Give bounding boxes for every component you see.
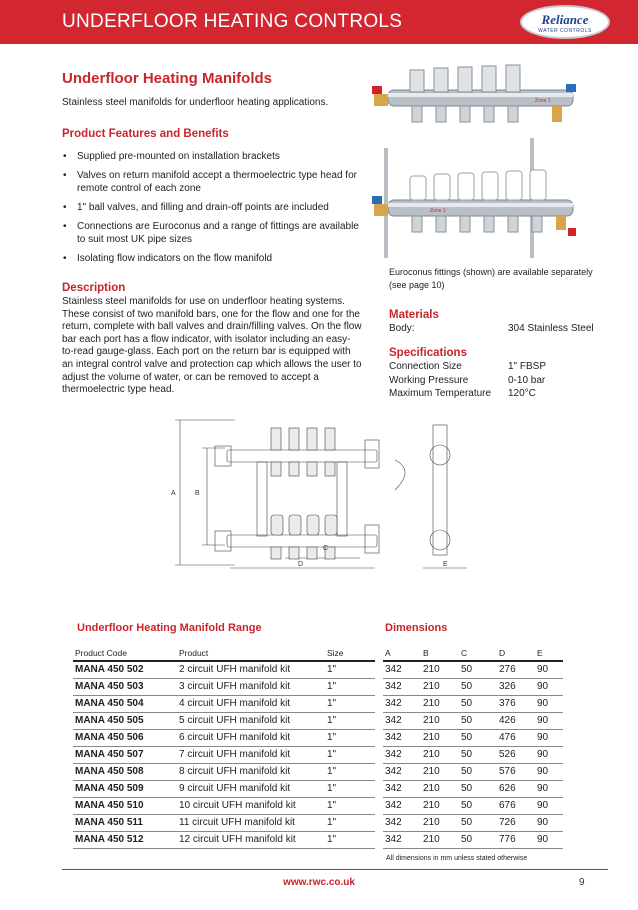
dimension-label-a: A: [171, 490, 176, 497]
dim-b: 210: [421, 831, 459, 848]
dim-b: 210: [421, 763, 459, 780]
column-header-code: Product Code: [73, 646, 177, 661]
product-name: 2 circuit UFH manifold kit: [177, 661, 325, 678]
photo-label-top: Zone 1: [535, 98, 551, 104]
dim-e: 90: [535, 746, 563, 763]
features-list: [62, 150, 362, 271]
table-row: [383, 695, 563, 712]
spec-value: 1" FBSP: [508, 361, 547, 372]
table-row: [73, 678, 375, 695]
dim-b: 210: [421, 661, 459, 678]
dim-c: 50: [459, 780, 497, 797]
dim-c: 50: [459, 797, 497, 814]
product-name: 6 circuit UFH manifold kit: [177, 729, 325, 746]
dim-a: 342: [383, 729, 421, 746]
column-header-d: D: [497, 646, 535, 661]
table-row: [383, 746, 563, 763]
dim-e: 90: [535, 678, 563, 695]
product-size: 1": [325, 780, 375, 797]
table-row: [73, 695, 375, 712]
dim-e: 90: [535, 831, 563, 848]
dimensions-heading: Dimensions: [385, 622, 448, 634]
dim-a: 342: [383, 678, 421, 695]
dimensions-note: All dimensions in mm unless stated otherwise: [386, 855, 528, 862]
dim-e: 90: [535, 763, 563, 780]
product-size: 1": [325, 729, 375, 746]
product-range-table: [73, 646, 375, 849]
column-header-size: Size: [325, 646, 375, 661]
product-name: 12 circuit UFH manifold kit: [177, 831, 325, 848]
dim-a: 342: [383, 763, 421, 780]
dim-a: 342: [383, 780, 421, 797]
table-row: [383, 712, 563, 729]
dim-c: 50: [459, 678, 497, 695]
dim-e: 90: [535, 661, 563, 678]
product-code: MANA 450 511: [73, 814, 177, 831]
feature-item: • Isolating flow indicators on the flow manifold: [62, 252, 362, 265]
photo-label-bottom: Zone 1: [430, 208, 446, 214]
product-size: 1": [325, 678, 375, 695]
dimension-diagram: [165, 410, 475, 570]
column-header-b: B: [421, 646, 459, 661]
product-code: MANA 450 509: [73, 780, 177, 797]
dim-e: 90: [535, 729, 563, 746]
dim-c: 50: [459, 695, 497, 712]
feature-item: • Connections are Euroconus and a range of fittings are available to suit most UK pipe sizes: [62, 220, 362, 246]
spec-value: 120°C: [508, 388, 536, 399]
dim-b: 210: [421, 780, 459, 797]
dim-d: 326: [497, 678, 535, 695]
section-subtitle: Stainless steel manifolds for underfloor heating applications.: [62, 97, 329, 108]
spec-row: [389, 388, 604, 401]
dim-a: 342: [383, 695, 421, 712]
product-name: 11 circuit UFH manifold kit: [177, 814, 325, 831]
product-size: 1": [325, 695, 375, 712]
dim-c: 50: [459, 763, 497, 780]
header-bar: [0, 0, 638, 44]
dim-a: 342: [383, 814, 421, 831]
dim-c: 50: [459, 831, 497, 848]
dim-c: 50: [459, 746, 497, 763]
spec-value: 0-10 bar: [508, 375, 546, 386]
table-row: [73, 712, 375, 729]
table-row: [383, 729, 563, 746]
dim-b: 210: [421, 746, 459, 763]
product-size: 1": [325, 831, 375, 848]
spec-label: Connection Size: [389, 361, 462, 372]
column-header-product: Product: [177, 646, 325, 661]
materials-value: 304 Stainless Steel: [508, 323, 594, 334]
spec-row: [389, 361, 604, 374]
dim-b: 210: [421, 797, 459, 814]
page-number: 9: [579, 877, 585, 888]
table-row: [383, 661, 563, 678]
table-row: [383, 797, 563, 814]
product-code: MANA 450 510: [73, 797, 177, 814]
table-row: [73, 746, 375, 763]
materials-heading: Materials: [389, 309, 439, 321]
dim-d: 576: [497, 763, 535, 780]
dim-d: 626: [497, 780, 535, 797]
table-row: [383, 763, 563, 780]
dim-d: 676: [497, 797, 535, 814]
dim-d: 476: [497, 729, 535, 746]
feature-item: • 1" ball valves, and filling and drain-off points are included: [62, 201, 362, 214]
dim-d: 776: [497, 831, 535, 848]
product-size: 1": [325, 797, 375, 814]
spec-label: Working Pressure: [389, 375, 469, 386]
dim-b: 210: [421, 729, 459, 746]
product-code: MANA 450 508: [73, 763, 177, 780]
manifold-photo: [370, 58, 608, 266]
dim-d: 726: [497, 814, 535, 831]
dim-e: 90: [535, 712, 563, 729]
materials-label: Body:: [389, 323, 415, 334]
feature-item: • Supplied pre-mounted on installation brackets: [62, 150, 362, 163]
product-size: 1": [325, 661, 375, 678]
dim-d: 376: [497, 695, 535, 712]
description-text: Stainless steel manifolds for use on underfloor heating systems. These consist of two manifold bars, one for the flow and one for the return, complete with ball valves and drain/filling valves. On the flow bar each port has a flow indicator, with isolator including an easy-to-read gauge-glass. Each port on the return bar is equipped with an integral control valve and protection cap which allows the user to adjust the volume of water, or can be removed to accept a thermoelectric type head.: [62, 296, 362, 396]
table-row: [73, 831, 375, 848]
product-code: MANA 450 504: [73, 695, 177, 712]
column-header-a: A: [383, 646, 421, 661]
column-header-c: C: [459, 646, 497, 661]
product-size: 1": [325, 763, 375, 780]
materials-row: [389, 323, 604, 336]
product-size: 1": [325, 746, 375, 763]
dim-c: 50: [459, 729, 497, 746]
product-name: 9 circuit UFH manifold kit: [177, 780, 325, 797]
footer-divider: [62, 869, 608, 870]
product-size: 1": [325, 814, 375, 831]
dim-b: 210: [421, 712, 459, 729]
dim-b: 210: [421, 678, 459, 695]
dim-a: 342: [383, 746, 421, 763]
dim-a: 342: [383, 712, 421, 729]
product-name: 10 circuit UFH manifold kit: [177, 797, 325, 814]
dimension-label-b: B: [195, 490, 200, 497]
product-name: 8 circuit UFH manifold kit: [177, 763, 325, 780]
dim-d: 276: [497, 661, 535, 678]
dimension-label-c: C: [323, 545, 329, 552]
feature-item: • Valves on return manifold accept a thermoelectric type head for remote control of each zone: [62, 169, 362, 195]
table-row: [383, 831, 563, 848]
spec-label: Maximum Temperature: [389, 388, 492, 399]
table-row: [73, 780, 375, 797]
dim-b: 210: [421, 695, 459, 712]
range-heading: Underfloor Heating Manifold Range: [77, 622, 262, 634]
product-name: 5 circuit UFH manifold kit: [177, 712, 325, 729]
features-heading: Product Features and Benefits: [62, 128, 229, 140]
dimension-label-d: D: [298, 561, 304, 568]
product-code: MANA 450 507: [73, 746, 177, 763]
product-name: 4 circuit UFH manifold kit: [177, 695, 325, 712]
column-header-e: E: [535, 646, 563, 661]
table-row: [383, 678, 563, 695]
logo-name: Reliance: [541, 12, 589, 27]
table-row: [383, 814, 563, 831]
dim-c: 50: [459, 814, 497, 831]
dim-d: 426: [497, 712, 535, 729]
dim-c: 50: [459, 712, 497, 729]
product-code: MANA 450 505: [73, 712, 177, 729]
dim-a: 342: [383, 661, 421, 678]
brand-logo[interactable]: [520, 5, 610, 39]
table-row: [383, 780, 563, 797]
dim-e: 90: [535, 695, 563, 712]
dim-e: 90: [535, 814, 563, 831]
product-name: 7 circuit UFH manifold kit: [177, 746, 325, 763]
logo-subtitle: WATER CONTROLS: [538, 28, 592, 34]
product-code: MANA 450 503: [73, 678, 177, 695]
section-title: Underfloor Heating Manifolds: [62, 70, 272, 87]
dimension-label-e: E: [443, 561, 448, 568]
photo-caption: Euroconus fittings (shown) are available separately (see page 10): [389, 267, 593, 290]
product-code: MANA 450 506: [73, 729, 177, 746]
table-row: [73, 763, 375, 780]
dim-c: 50: [459, 661, 497, 678]
table-row: [73, 814, 375, 831]
table-row: [73, 661, 375, 678]
dimensions-table: [383, 646, 563, 849]
specifications-heading: Specifications: [389, 347, 467, 359]
table-row: [73, 729, 375, 746]
product-code: MANA 450 512: [73, 831, 177, 848]
description-heading: Description: [62, 282, 126, 294]
dim-d: 526: [497, 746, 535, 763]
footer-link[interactable]: www.rwc.co.uk: [283, 877, 355, 888]
table-row: [73, 797, 375, 814]
dim-e: 90: [535, 780, 563, 797]
page-title: UNDERFLOOR HEATING CONTROLS: [62, 11, 403, 32]
spec-row: [389, 375, 604, 388]
product-size: 1": [325, 712, 375, 729]
dim-a: 342: [383, 797, 421, 814]
dim-b: 210: [421, 814, 459, 831]
dim-a: 342: [383, 831, 421, 848]
product-name: 3 circuit UFH manifold kit: [177, 678, 325, 695]
dim-e: 90: [535, 797, 563, 814]
product-code: MANA 450 502: [73, 661, 177, 678]
